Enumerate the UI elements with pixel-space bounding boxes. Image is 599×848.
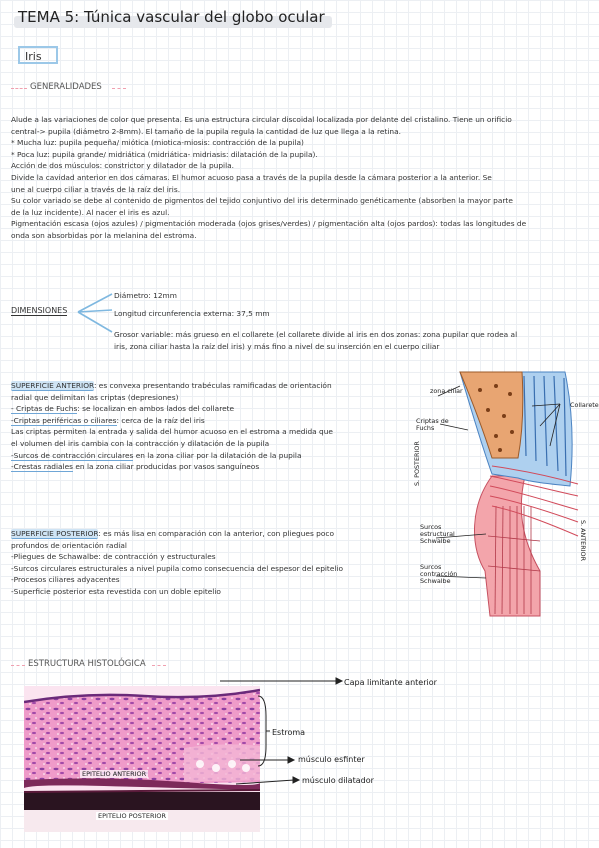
text-line: * Mucha luz: pupila pequeña/ miótica (miotica-miosis: contracción de la pupila) [11,138,304,148]
text-line: profundos de orientación radial [11,540,127,550]
text-line: Las criptas permiten la entrada y salida del humor acuoso en el estroma a medida que [11,427,333,437]
anterior-heading: SUPERFICIE ANTERIOR [11,381,94,390]
dimension-item: Grosor variable: más grueso en el collarete (el collarete divide al iris en dos zonas: zona pupilar que rodea al [114,330,518,339]
bracket-arrows-icon [76,290,116,336]
label-epitelio-anterior: EPITELIO ANTERIOR [82,770,147,778]
term: -Criptas periféricas o ciliares [11,415,117,425]
text-line: * Poca luz: pupila grande/ midriática (midriática- midriasis: dilatación de la pupila). [11,149,318,159]
anterior-intro: : es convexa presentando trabéculas ramificadas de orientación [93,381,332,390]
text-line: onda son absorbidas por la melanina del estroma. [11,230,197,240]
text: en la zona ciliar producidas por vasos sanguíneos [73,462,260,472]
divider [152,665,166,666]
text-line: -Superficie posterior esta revestida con un doble epitelio [11,586,221,596]
text: : cerca de la raíz del iris [116,415,205,425]
label-musculo-dilatador: músculo dilatador [302,776,374,785]
label-epitelio-posterior: EPITELIO POSTERIOR [98,812,167,820]
page-title: TEMA 5: Túnica vascular del globo ocular [18,8,325,26]
generalidades-text [11,114,526,242]
posterior-intro: : es más lisa en comparación con la anterior, con pliegues poco [98,529,334,538]
text-line: Acción de dos músculos: constrictor y dilatador de la pupila. [11,161,235,171]
subtitle-iris: Iris [18,46,58,64]
text-line: central-> pupila (diámetro 2-8mm). El tamaño de la pupila regula la cantidad de luz que llega a la retina. [11,126,401,136]
label-criptas-fuchs: Criptas de Fuchs [416,417,449,432]
divider [11,665,25,666]
dimension-item: iris, zona ciliar hasta la raíz del iris) y más fino a nivel de su inserción en el cuerpo ciliar [114,342,440,351]
text-line: Divide la cavidad anterior en dos cámaras. El humor acuoso pasa a través de la pupila desde la cámara posterior a la anterior. Se [11,172,492,182]
section-dimensiones: DIMENSIONES [11,306,68,315]
label-musculo-esfinter: músculo esfinter [298,755,365,764]
label-s-anterior: S. ANTERIOR [579,520,587,562]
term: -Crestas radiales [11,462,74,472]
text-line: Pigmentación escasa (ojos azules) / pigmentación moderada (ojos grises/verdes) / pigmentación alta (ojos pardos): todas las longitudes de [11,219,527,229]
label-surcos-estructurales: Surcos estructural Schwalbe [420,523,455,545]
posterior-text [11,528,343,598]
dimension-item: Longitud circunferencia externa: 37,5 mm [114,309,270,318]
histology-arrows [150,676,350,786]
label-s-posterior: S. POSTERIOR [413,441,421,486]
text-line: une al cuerpo ciliar a través de la raíz del iris. [11,184,181,194]
dimension-item: Diámetro: 12mm [114,291,177,300]
text-line: radial que delimitan las criptas (depresiones) [11,392,179,402]
text-line: Su color variado se debe al contenido de pigmentos del tejido conjuntivo del iris determinado genéticamente (absorben la mayor parte [11,196,513,206]
posterior-heading: SUPERFICIE POSTERIOR [11,529,99,538]
text: en la zona ciliar por la dilatación de la pupila [133,450,302,460]
label-capa-limitante: Capa limitante anterior [344,678,437,687]
label-zona-ciliar: zona ciliar [430,387,463,395]
text-line: -Surcos circulares estructurales a nivel pupila como consecuencia del espesor del epitelio [11,563,344,573]
label-estroma: Estroma [272,728,306,737]
text-line: -Pliegues de Schawalbe: de contracción y estructurales [11,552,216,562]
term: - Criptas de Fuchs [11,404,78,414]
text-line: de la luz incidente). Al nacer el iris es azul. [11,207,170,217]
section-estructura: ESTRUCTURA HISTOLÓGICA [28,659,146,669]
divider [11,88,27,89]
text: : se localizan en ambos lados del collarete [77,404,235,414]
anterior-text [11,380,333,473]
label-surcos-contraccion: Surcos contracción Schwalbe [420,563,458,585]
term: -Surcos de contracción circulares [11,450,134,460]
text-line: Alude a las variaciones de color que presenta. Es una estructura circular discoidal localizada por delante del cristalino. Tiene un orificio [11,115,512,124]
divider [112,88,126,89]
text-line: el volumen del iris cambia con la contracción y dilatación de la pupila [11,438,270,448]
section-generalidades: GENERALIDADES [30,82,102,92]
label-collarete: Collarete [570,401,599,409]
text-line: -Procesos ciliares adyacentes [11,575,120,585]
